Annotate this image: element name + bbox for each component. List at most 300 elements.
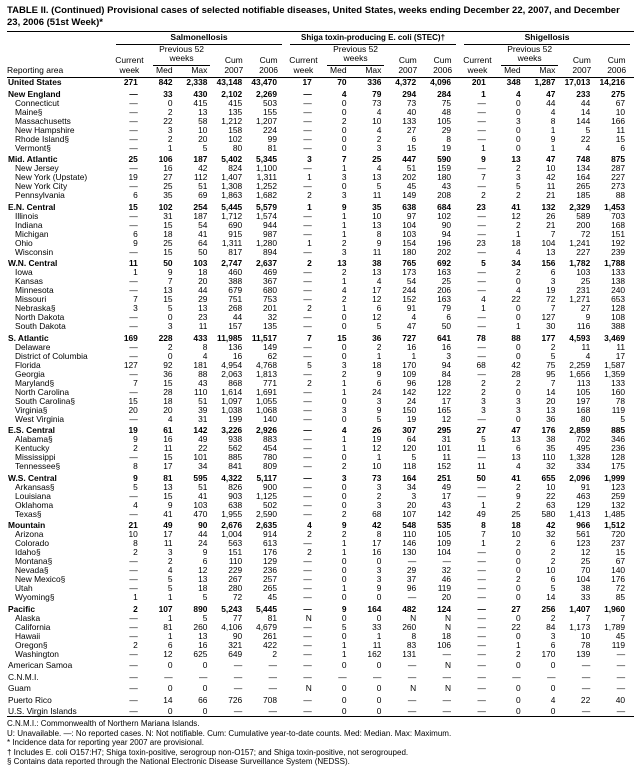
area-cell: Alabama§ — [15, 435, 53, 444]
value-cell: 7 — [341, 154, 347, 164]
value-cell: 3 — [341, 247, 347, 257]
col-header-med: Med — [330, 64, 347, 75]
value-cell: 11 — [616, 125, 626, 135]
value-cell: 38 — [372, 258, 382, 268]
value-cell: — — [581, 660, 591, 670]
col-header-cum-2007: Cum 2007 — [398, 55, 418, 75]
value-cell: 0 — [202, 706, 208, 716]
value-cell: 348 — [506, 77, 521, 87]
value-cell: 4 — [167, 566, 173, 575]
value-cell: 1,068 — [256, 405, 277, 415]
value-cell: — — [477, 453, 486, 462]
value-cell: 265 — [263, 584, 277, 593]
value-cell: — — [303, 286, 312, 295]
value-cell: — — [303, 603, 312, 614]
value-cell: N — [410, 683, 417, 693]
value-cell: 22 — [580, 134, 591, 144]
value-cell: 103 — [402, 229, 417, 239]
value-cell: 2 — [550, 342, 556, 352]
value-cell: 1 — [307, 173, 312, 182]
value-cell: — — [303, 247, 312, 257]
value-cell: 68 — [372, 509, 382, 519]
value-cell: 176 — [611, 575, 626, 584]
value-cell: 95 — [546, 369, 556, 379]
table-row — [7, 135, 634, 144]
value-cell: 271 — [123, 77, 138, 87]
value-cell: 3 — [376, 500, 382, 510]
value-cell: 11 — [616, 342, 626, 352]
value-cell: 192 — [611, 238, 626, 248]
value-cell: — — [477, 182, 486, 191]
value-cell: 3 — [411, 491, 417, 501]
value-cell: 0 — [341, 500, 347, 510]
disease-group-shigellosis — [460, 32, 634, 45]
area-cell: North Dakota — [15, 313, 65, 322]
value-cell: 47 — [546, 88, 556, 99]
value-cell: 1 — [411, 351, 417, 361]
value-cell: 12 — [372, 313, 382, 322]
value-cell: 9 — [133, 238, 138, 248]
value-cell: 5 — [202, 613, 208, 623]
footnote-line: § Contains data reported through the National Electronic Disease Surveillance System (NEDSS). — [7, 757, 350, 766]
area-cell: Arkansas§ — [15, 482, 55, 492]
value-cell: 8 — [376, 530, 382, 539]
value-cell: 1,614 — [221, 387, 243, 397]
table-row — [7, 575, 634, 584]
region-group — [7, 519, 634, 603]
footnote-line: † Includes E. coli O157:H7; Shiga toxin-positive, serogroup non-O157; and Shiga toxin-positive, not serogrouped. — [7, 747, 409, 757]
value-cell: 63 — [546, 500, 556, 510]
value-cell: 3 — [515, 405, 521, 415]
value-cell: 1,207 — [256, 116, 277, 126]
value-cell: — — [477, 584, 486, 593]
value-cell: 10 — [615, 107, 626, 117]
value-cell: 229 — [228, 566, 243, 575]
value-cell: 169 — [123, 332, 138, 343]
value-cell: 4 — [376, 164, 382, 173]
area-cell: North Carolina — [15, 387, 69, 397]
value-cell: 3 — [307, 154, 312, 164]
value-cell: 655 — [541, 472, 556, 483]
area-cell: Mountain — [8, 520, 46, 530]
value-cell: 11,517 — [251, 332, 277, 343]
value-cell: 2 — [376, 134, 382, 144]
value-cell: 11 — [477, 444, 486, 453]
value-cell: 2,637 — [256, 258, 277, 268]
value-cell: — — [303, 539, 312, 548]
value-cell: 13 — [198, 304, 208, 313]
value-cell: 751 — [228, 295, 243, 304]
col-header-med: Med — [156, 64, 173, 75]
col-header-cum-2006: Cum 2006 — [607, 55, 627, 75]
value-cell: 107 — [158, 603, 173, 614]
value-cell: 26 — [546, 211, 556, 221]
value-cell: 2 — [376, 342, 382, 352]
value-cell: 24 — [406, 396, 417, 406]
value-cell: — — [129, 107, 138, 117]
value-cell: — — [129, 649, 138, 659]
value-cell: 2 — [307, 258, 312, 268]
value-cell: 1,311 — [256, 173, 277, 182]
value-cell: — — [477, 164, 486, 173]
region-group — [7, 471, 634, 519]
value-cell: 31 — [163, 211, 173, 221]
value-cell: 41 — [198, 491, 208, 501]
value-cell: — — [477, 694, 486, 705]
value-cell: N — [444, 622, 452, 632]
disease-label-salmonellosis: Salmonellosis — [116, 32, 282, 45]
value-cell: 25 — [580, 557, 591, 566]
value-cell: — — [477, 134, 486, 144]
value-cell: 4 — [133, 500, 138, 510]
value-cell: 1,960 — [604, 603, 626, 614]
table-row — [7, 557, 634, 566]
value-cell: — — [303, 182, 312, 191]
value-cell: 80 — [580, 414, 591, 424]
value-cell: 22 — [580, 694, 591, 705]
value-cell: 0 — [515, 694, 521, 705]
value-cell: 7 — [585, 613, 591, 623]
col-header-med: Med — [504, 64, 521, 75]
table-row — [7, 144, 634, 153]
value-cell: 5 — [341, 622, 347, 632]
value-cell: — — [129, 557, 138, 566]
value-cell: 244 — [402, 286, 417, 295]
value-cell: 81 — [163, 472, 173, 483]
value-cell: 1,512 — [604, 520, 626, 530]
value-cell: 68 — [476, 360, 486, 370]
footnote-line: * Incidence data for reporting year 2007 are provisional. — [7, 738, 205, 747]
table-row — [7, 313, 634, 322]
area-cell: U.S. Virgin Islands — [8, 706, 77, 716]
value-cell: 180 — [437, 173, 452, 182]
value-cell: 2,063 — [221, 369, 243, 379]
col-header-previous-52-weeks: Previous 52 weeks — [495, 45, 565, 66]
value-cell: 28 — [163, 387, 173, 397]
value-cell: — — [477, 98, 486, 108]
table-row — [7, 548, 634, 557]
value-cell: 106 — [437, 640, 452, 650]
area-cell: New Hampshire — [15, 125, 75, 135]
col-header-cum-2006: Cum 2006 — [259, 55, 279, 75]
value-cell: 321 — [228, 640, 243, 650]
value-cell: 1 — [481, 143, 486, 153]
area-cell: Wyoming§ — [15, 593, 55, 602]
value-cell: 1,656 — [569, 369, 591, 379]
table-row — [7, 670, 634, 682]
value-cell: 44 — [546, 98, 556, 108]
value-cell: 0 — [341, 575, 347, 584]
value-cell: 1,241 — [569, 238, 591, 248]
value-cell: 166 — [611, 116, 626, 126]
table-row — [7, 453, 634, 462]
footnote-line: C.N.M.I.: Commonwealth of Northern Mariana Islands. — [7, 719, 200, 728]
value-cell: 13 — [546, 405, 556, 415]
table-row — [7, 510, 634, 519]
value-cell: 548 — [402, 520, 417, 530]
value-cell: 470 — [193, 509, 208, 519]
value-cell: 88 — [198, 369, 208, 379]
area-cell: Missouri — [15, 295, 47, 304]
value-cell: 90 — [198, 520, 208, 530]
area-cell: Alaska — [15, 613, 41, 623]
value-cell: — — [303, 584, 312, 593]
value-cell: 3 — [341, 405, 347, 415]
value-cell: 142 — [193, 425, 208, 435]
value-cell: — — [129, 125, 138, 135]
value-cell: 1 — [550, 143, 556, 153]
value-cell: 9 — [133, 472, 138, 483]
value-cell: 765 — [402, 258, 417, 268]
value-cell: — — [407, 706, 417, 716]
value-cell: 50 — [476, 472, 486, 483]
value-cell: 0 — [341, 660, 347, 670]
table-row — [7, 462, 634, 471]
value-cell: 104 — [541, 238, 556, 248]
value-cell: — — [477, 277, 486, 286]
area-cell: New Jersey — [15, 164, 59, 173]
value-cell: 15 — [128, 396, 138, 406]
value-cell: 103 — [576, 268, 591, 277]
area-cell: Indiana — [15, 220, 43, 230]
value-cell: 135 — [228, 107, 243, 117]
value-cell: 130 — [402, 548, 417, 557]
value-cell: — — [477, 566, 486, 575]
value-cell: 2 — [272, 649, 277, 659]
value-cell: 181 — [193, 360, 208, 370]
value-cell: 18 — [198, 584, 208, 593]
footnotes — [7, 719, 634, 767]
value-cell: — — [129, 613, 138, 623]
value-cell: 18 — [511, 238, 521, 248]
table-row — [7, 230, 634, 239]
value-cell: 236 — [263, 566, 277, 575]
value-cell: 6 — [550, 640, 556, 650]
value-cell: — — [129, 566, 138, 575]
value-cell: 240 — [611, 286, 626, 295]
value-cell: — — [512, 671, 521, 682]
value-cell: 900 — [263, 482, 277, 492]
value-cell: 0 — [167, 313, 173, 322]
value-cell: 139 — [576, 649, 591, 659]
value-cell: N — [305, 683, 312, 693]
value-cell: 5 — [481, 435, 486, 444]
value-cell: 4 — [341, 425, 347, 435]
value-cell: 0 — [515, 134, 521, 144]
value-cell: 2 — [341, 530, 347, 539]
value-cell: 163 — [437, 268, 452, 277]
value-cell: — — [303, 453, 312, 462]
value-cell: — — [303, 88, 312, 99]
area-cell: E.N. Central — [8, 201, 56, 212]
value-cell: 15 — [163, 491, 173, 501]
value-cell: 720 — [611, 530, 626, 539]
value-cell: 156 — [541, 258, 556, 268]
value-cell: 809 — [263, 462, 277, 471]
value-cell: 7 — [133, 295, 138, 304]
value-cell: — — [477, 603, 486, 614]
value-cell: 562 — [228, 444, 243, 453]
value-cell: 2 — [341, 369, 347, 379]
col-header-current-week: Current week — [463, 55, 492, 75]
value-cell: — — [129, 247, 138, 257]
table-row — [7, 444, 634, 453]
value-cell: — — [407, 671, 417, 682]
value-cell: 3 — [341, 472, 347, 483]
value-cell: 0 — [341, 613, 347, 623]
value-cell: 44 — [198, 286, 208, 295]
value-cell: 1,287 — [534, 77, 556, 87]
footnote-line: U: Unavailable. —: No reported cases. N: Not notifiable. Cum: Cumulative year-to-date counts. Med: Median. Max: Maximum. — [7, 728, 452, 738]
value-cell: 72 — [580, 229, 591, 239]
value-cell: — — [164, 671, 173, 682]
value-cell: 4 — [341, 88, 347, 99]
value-cell: 43 — [441, 500, 452, 510]
value-cell: 3 — [167, 322, 173, 331]
value-cell: 1,100 — [256, 164, 277, 173]
value-cell: — — [129, 211, 138, 221]
value-cell: — — [129, 164, 138, 173]
value-cell: 173 — [402, 268, 417, 277]
value-cell: — — [303, 98, 312, 108]
value-cell: 254 — [193, 201, 208, 212]
value-cell: — — [477, 211, 486, 221]
value-cell: — — [442, 706, 452, 716]
value-cell: 17 — [302, 77, 312, 87]
value-cell: — — [303, 671, 312, 682]
value-cell: — — [303, 491, 312, 501]
value-cell: 25 — [128, 154, 138, 164]
region-row — [7, 602, 634, 614]
value-cell: 0 — [167, 660, 173, 670]
value-cell: 2 — [481, 191, 486, 200]
value-cell: 1 — [133, 593, 138, 602]
region-group — [7, 424, 634, 472]
value-cell: 2 — [341, 238, 347, 248]
value-cell: 5 — [550, 351, 556, 361]
value-cell: 944 — [263, 220, 277, 230]
value-cell: 64 — [198, 238, 208, 248]
table-row — [7, 705, 634, 717]
value-cell: 11 — [163, 539, 173, 548]
value-cell: 16 — [163, 164, 173, 173]
value-cell: 589 — [576, 211, 591, 221]
value-cell: — — [477, 247, 486, 257]
value-cell: — — [303, 134, 312, 144]
value-cell: 116 — [576, 322, 591, 331]
value-cell: 430 — [193, 88, 208, 99]
col-header-current-week: Current week — [115, 55, 144, 75]
value-cell: — — [303, 164, 312, 173]
value-cell: 24 — [372, 387, 382, 397]
value-cell: 1,955 — [221, 509, 243, 519]
value-cell: 3 — [167, 548, 173, 557]
value-cell: 201 — [263, 304, 277, 313]
value-cell: 22 — [511, 622, 521, 632]
value-cell: 294 — [402, 88, 417, 99]
value-cell: — — [129, 322, 138, 331]
value-cell: 3 — [376, 396, 382, 406]
value-cell: 3 — [515, 173, 521, 182]
value-cell: 27 — [476, 425, 486, 435]
value-cell: 122 — [437, 387, 452, 397]
value-cell: 334 — [576, 462, 591, 471]
area-cell: Pacific — [8, 603, 36, 614]
value-cell: 0 — [341, 322, 347, 331]
value-cell: 0 — [341, 182, 347, 191]
region-group — [7, 331, 634, 424]
table-row — [7, 370, 634, 379]
table-row — [7, 406, 634, 415]
value-cell: — — [129, 116, 138, 126]
value-cell: 1,788 — [604, 258, 626, 268]
value-cell: 4 — [202, 351, 208, 361]
value-cell: 8 — [446, 134, 452, 144]
value-cell: 367 — [263, 277, 277, 286]
value-cell: 4 — [515, 247, 521, 257]
disease-group-stec — [286, 32, 460, 45]
value-cell: 1 — [167, 143, 173, 153]
value-cell: 237 — [611, 539, 626, 548]
value-cell: — — [303, 631, 312, 641]
value-cell: 415 — [193, 98, 208, 108]
area-cell: Washington — [15, 649, 59, 659]
table-row — [7, 435, 634, 444]
value-cell: 460 — [228, 268, 243, 277]
value-cell: 13 — [163, 482, 173, 492]
value-cell: 11 — [198, 322, 208, 331]
value-cell: — — [477, 557, 486, 566]
value-cell: 3 — [341, 360, 347, 370]
value-cell: 1,712 — [221, 211, 243, 221]
value-cell: 3 — [515, 396, 521, 406]
value-cell: 9 — [550, 134, 556, 144]
value-cell: 4 — [550, 107, 556, 117]
table-row — [7, 212, 634, 221]
table-row — [7, 397, 634, 406]
area-cell: S. Atlantic — [8, 332, 49, 343]
value-cell: 66 — [198, 694, 208, 705]
value-cell: — — [477, 548, 486, 557]
value-cell: — — [442, 557, 452, 566]
value-cell: — — [129, 694, 138, 705]
value-cell: 51 — [406, 164, 417, 173]
value-cell: 7 — [550, 378, 556, 388]
value-cell: — — [442, 694, 452, 705]
value-cell: 11 — [442, 453, 452, 462]
value-cell: 157 — [228, 322, 243, 331]
value-cell: 8 — [202, 342, 208, 352]
value-cell: — — [407, 593, 417, 602]
value-cell: 915 — [228, 229, 243, 239]
value-cell: — — [129, 509, 138, 519]
value-cell: 0 — [515, 277, 521, 286]
value-cell: 16 — [441, 342, 452, 352]
value-cell: — — [303, 462, 312, 471]
area-cell: Illinois — [15, 211, 39, 221]
area-cell: Kentucky — [15, 444, 50, 453]
value-cell: 131 — [402, 649, 417, 659]
value-cell: 12 — [441, 414, 452, 424]
value-cell: 268 — [228, 304, 243, 313]
value-cell: 38 — [580, 584, 591, 593]
value-cell: 79 — [372, 88, 382, 99]
value-cell: 31 — [198, 414, 208, 424]
value-cell: 165 — [437, 405, 452, 415]
value-cell: 1 — [133, 268, 138, 277]
value-cell: 1 — [167, 631, 173, 641]
value-cell: 295 — [437, 425, 452, 435]
